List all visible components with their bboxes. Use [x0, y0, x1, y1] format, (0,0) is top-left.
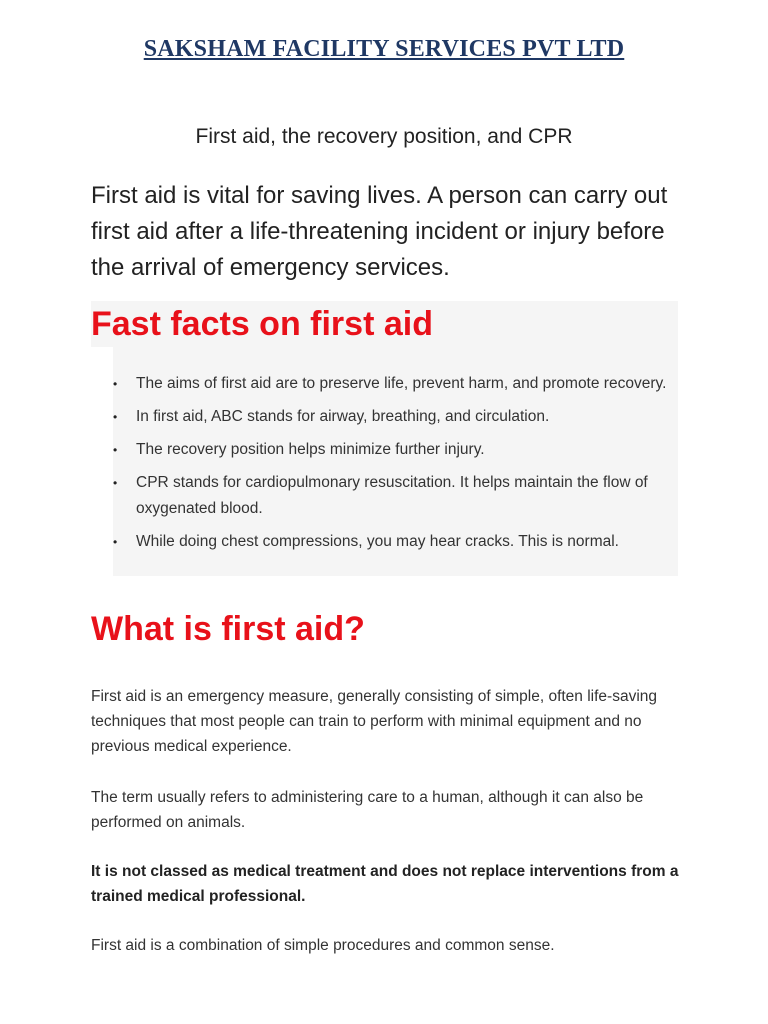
intro-paragraph: First aid is vital for saving lives. A person can carry out first aid after a life-threatening incident or injury before the arrival of emergency services.	[91, 182, 668, 281]
list-item: • CPR stands for cardiopulmonary resuscitation. It helps maintain the flow of oxygenated blood.	[113, 470, 678, 522]
list-item: • The recovery position helps minimize further injury.	[113, 437, 678, 463]
list-item: • While doing chest compressions, you may hear cracks. This is normal.	[113, 529, 678, 555]
fast-facts-heading: Fast facts on first aid	[91, 305, 433, 343]
document-title: First aid, the recovery position, and CPR	[195, 125, 573, 148]
paragraph-term: The term usually refers to administering care to a human, although it can also be performed on animals.	[91, 789, 644, 831]
list-item: • In first aid, ABC stands for airway, breathing, and circulation.	[113, 404, 678, 430]
section-heading: What is first aid?	[91, 610, 365, 648]
paragraph-definition: First aid is an emergency measure, generally consisting of simple, often life-saving techniques that most people can train to perform with minimal equipment and no previous medical experience.	[91, 688, 658, 755]
fast-facts-indent	[91, 347, 113, 576]
list-item: • The aims of first aid are to preserve life, prevent harm, and promote recovery.	[113, 371, 678, 397]
paragraph-not-medical-treatment: It is not classed as medical treatment and does not replace interventions from a trained medical professional.	[91, 863, 679, 905]
paragraph-combination: First aid is a combination of simple procedures and common sense.	[91, 937, 555, 954]
fast-facts-list	[113, 371, 678, 562]
fast-facts-box	[91, 301, 678, 576]
company-name: SAKSHAM FACILITY SERVICES PVT LTD	[143, 36, 625, 62]
